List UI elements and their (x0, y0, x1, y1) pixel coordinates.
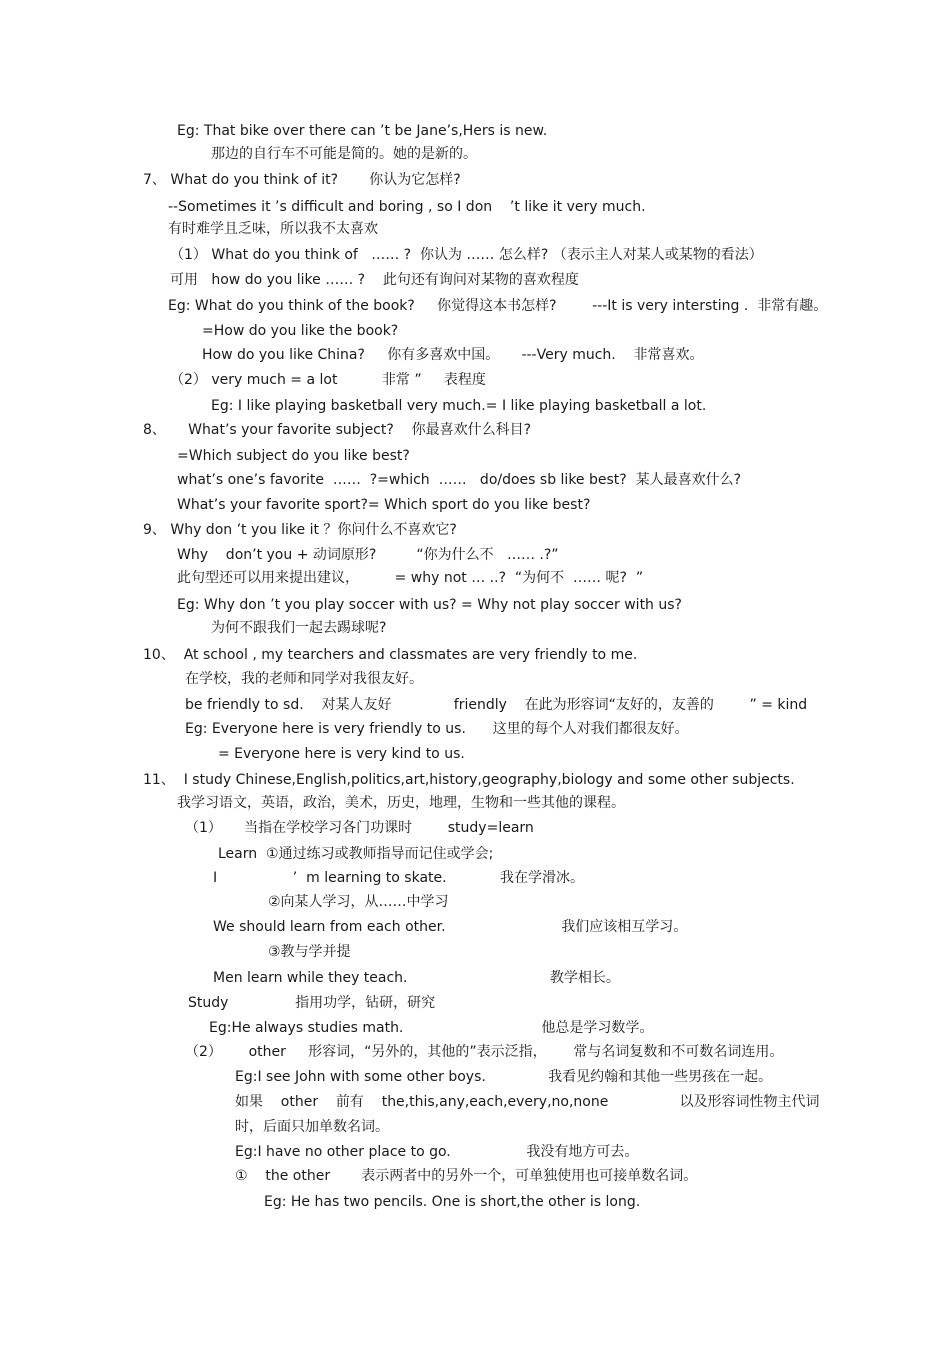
text-line: =How do you like the book? (202, 323, 399, 339)
text-line: =Which subject do you like best? (177, 448, 410, 464)
text-line: 此句型还可以用来提出建议， = why not … ..? “为何不 …… 呢? ” (177, 570, 644, 586)
text-line: Eg: Everyone here is very friendly to us. 这里的每个人对我们都很友好。 (185, 721, 689, 737)
text-line: 可用 how do you like …… ? 此句还有询问对某物的喜欢程度 (170, 272, 579, 288)
text-line: 在学校，我的老师和同学对我很友好。 (185, 671, 423, 687)
text-line: 有时难学且乏味，所以我不太喜欢 (168, 221, 378, 237)
text-line: 8、 What’s your favorite subject? 你最喜欢什么科目? (143, 422, 532, 438)
text-line: I ’ m learning to skate. 我在学滑冰。 (213, 870, 584, 886)
text-line: （1） What do you think of …… ? 你认为 …… 怎么样? （表示主人对某人或某物的看法） (170, 247, 763, 263)
text-line: What’s your favorite sport?= Which sport do you like best? (177, 497, 591, 513)
text-line: 如果 other 前有 the,this,any,each,every,no,none 以及形容词性物主代词 (235, 1094, 820, 1110)
text-line: Eg: That bike over there can ’t be Jane’s,Hers is new. (177, 123, 548, 139)
text-line: （1） 当指在学校学习各门功课时 study=learn (185, 820, 534, 836)
text-line: 7、 What do you think of it? 你认为它怎样? (143, 172, 461, 188)
text-line: 10、 At school , my tearchers and classmates are very friendly to me. (143, 647, 638, 663)
text-line: ① the other 表示两者中的另外一个，可单独使用也可接单数名词。 (235, 1168, 698, 1184)
text-line: Eg:He always studies math. 他总是学习数学。 (209, 1020, 654, 1036)
text-line: Learn ①通过练习或教师指导而记住或学会; (218, 846, 494, 862)
text-line: ②向某人学习，从……中学习 (268, 894, 449, 910)
text-line: 9、 Why don ’t you like it ？你问什么不喜欢它? (143, 522, 457, 538)
text-line: Men learn while they teach. 教学相长。 (213, 970, 620, 986)
text-line: Eg:I see John with some other boys. 我看见约翰和其他一些男孩在一起。 (235, 1069, 773, 1085)
text-line: Eg: Why don ’t you play soccer with us? = Why not play soccer with us? (177, 597, 682, 613)
text-line: （2） very much = a lot 非常 ” 表程度 (170, 372, 486, 388)
text-line: 时，后面只加单数名词。 (235, 1119, 389, 1135)
text-line: We should learn from each other. 我们应该相互学习。 (213, 919, 688, 935)
text-line: ③教与学并提 (268, 944, 351, 960)
text-line: be friendly to sd. 对某人友好 friendly 在此为形容词“友好的，友善的 ” = kind (185, 697, 808, 713)
text-line: --Sometimes it ’s difficult and boring , so I don ’t like it very much. (168, 199, 646, 215)
text-line: what’s one’s favorite …… ?=which …… do/does sb like best? 某人最喜欢什么? (177, 472, 742, 488)
text-line: 我学习语文，英语，政治，美术，历史，地理，生物和一些其他的课程。 (177, 795, 625, 811)
text-line: Eg: I like playing basketball very much.= I like playing basketball a lot. (211, 398, 707, 414)
text-line: 那边的自行车不可能是简的。她的是新的。 (211, 146, 477, 162)
text-line: Eg: He has two pencils. One is short,the other is long. (264, 1194, 641, 1210)
text-line: How do you like China? 你有多喜欢中国。 ---Very much. 非常喜欢。 (202, 347, 704, 363)
text-line: = Everyone here is very kind to us. (218, 746, 465, 762)
text-line: Eg:I have no other place to go. 我没有地方可去。 (235, 1144, 639, 1160)
text-line: 为何不跟我们一起去踢球呢? (211, 620, 387, 636)
text-line: Study 指用功学，钻研，研究 (188, 995, 436, 1011)
text-line: （2） other 形容词，“另外的，其他的”表示泛指， 常与名词复数和不可数名词连用。 (185, 1044, 784, 1060)
text-line: Why don’t you + 动词原形? “你为什么不 …… .?” (177, 547, 559, 563)
text-line: 11、 I study Chinese,English,politics,art,history,geography,biology and some other subjects. (143, 772, 795, 788)
text-line: Eg: What do you think of the book? 你觉得这本书怎样? ---It is very intersting . 非常有趣。 (168, 298, 828, 314)
